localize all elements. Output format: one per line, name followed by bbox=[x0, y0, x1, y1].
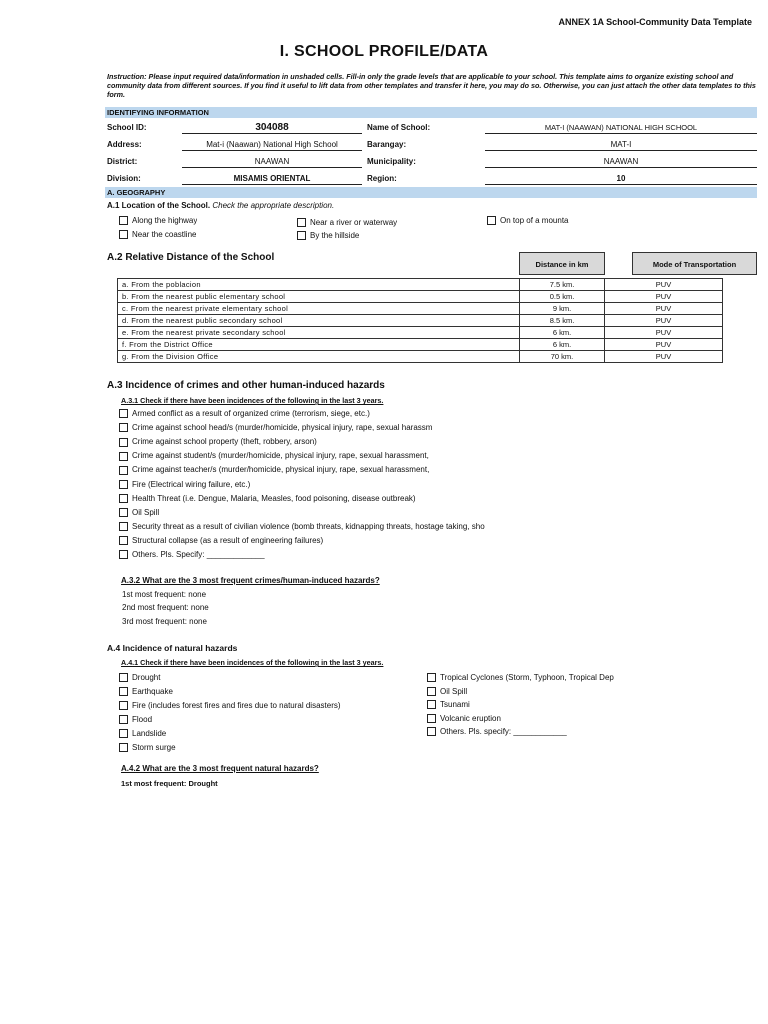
natural-frequency-title: A.4.2 What are the 3 most frequent natural hazards? bbox=[121, 764, 319, 773]
school-name-field[interactable]: MAT-I (NAAWAN) NATIONAL HIGH SCHOOL bbox=[485, 122, 757, 134]
checkbox[interactable] bbox=[427, 700, 436, 709]
distance-row bbox=[118, 327, 723, 339]
checkbox[interactable] bbox=[119, 480, 128, 489]
hazard-option[interactable] bbox=[119, 550, 514, 559]
natural-first-frequent[interactable]: 1st most frequent: Drought bbox=[121, 779, 218, 788]
option-label: Drought bbox=[132, 673, 161, 682]
division-field[interactable]: MISAMIS ORIENTAL bbox=[182, 173, 362, 185]
option-label: Fire (Electrical wiring failure, etc.) bbox=[132, 479, 251, 489]
transport-mode-cell[interactable]: PUV bbox=[605, 303, 723, 315]
hazard-option[interactable] bbox=[119, 715, 409, 724]
transport-mode-cell[interactable]: PUV bbox=[605, 327, 723, 339]
option-label: Others. Pls. Specify: _____________ bbox=[132, 550, 265, 559]
annex-label: ANNEX 1A School-Community Data Template bbox=[558, 17, 752, 27]
checkbox[interactable] bbox=[119, 673, 128, 682]
checkbox[interactable] bbox=[119, 508, 128, 517]
hazard-option[interactable] bbox=[119, 451, 514, 460]
distance-km-cell[interactable]: 7.5 km. bbox=[520, 279, 605, 291]
checkbox[interactable] bbox=[119, 550, 128, 559]
checkbox[interactable] bbox=[119, 729, 128, 738]
transport-mode-cell[interactable]: PUV bbox=[605, 339, 723, 351]
option-label: Along the highway bbox=[132, 216, 198, 225]
crimes-first-frequent[interactable]: 1st most frequent: none bbox=[122, 590, 207, 599]
hazard-option[interactable] bbox=[427, 714, 655, 723]
checkbox[interactable] bbox=[119, 466, 128, 475]
natural-check-label: A.4.1 Check if there have been incidences of the following in the last 3 years. bbox=[121, 658, 384, 667]
district-label: District: bbox=[107, 157, 138, 166]
region-field[interactable]: 10 bbox=[485, 173, 757, 185]
checkbox[interactable] bbox=[119, 409, 128, 418]
hazard-option[interactable] bbox=[119, 508, 514, 517]
school-id-field[interactable]: 304088 bbox=[182, 122, 362, 134]
instruction-text: Instruction: Please input required data/information in unshaded cells. Fill-in only the grade levels that are applicable to your school. This template aims to organize existing school and community data from different sources. If you find it useful to lift data from other templates and transfer it here, you may do so. Otherwise, you can just attach the other data templates to this form. bbox=[107, 72, 756, 99]
location-option-mountain[interactable] bbox=[487, 216, 590, 225]
mode-column-header: Mode of Transportation bbox=[632, 252, 757, 275]
option-label: Others. Pls. specify: ____________ bbox=[440, 727, 567, 736]
distance-km-cell[interactable]: 9 km. bbox=[520, 303, 605, 315]
distance-km-cell[interactable]: 6 km. bbox=[520, 339, 605, 351]
district-field[interactable]: NAAWAN bbox=[182, 156, 362, 168]
checkbox[interactable] bbox=[119, 494, 128, 503]
hazard-option[interactable] bbox=[427, 727, 655, 736]
location-option-highway[interactable] bbox=[119, 216, 197, 225]
option-label: Crime against school property (theft, robbery, arson) bbox=[132, 437, 317, 447]
checkbox[interactable] bbox=[119, 438, 128, 447]
a1-label: A.1 Location of the School. bbox=[107, 201, 211, 210]
distance-title: A.2 Relative Distance of the School bbox=[107, 252, 275, 263]
option-label: Tsunami bbox=[440, 700, 470, 709]
region-label: Region: bbox=[367, 174, 397, 183]
option-label: Storm surge bbox=[132, 743, 176, 752]
page-title: I. SCHOOL PROFILE/DATA bbox=[279, 43, 489, 60]
hazard-option[interactable] bbox=[119, 465, 514, 474]
checkbox[interactable] bbox=[297, 218, 306, 227]
school-id-label: School ID: bbox=[107, 123, 147, 132]
geography-band: A. GEOGRAPHY bbox=[105, 187, 757, 198]
hazard-option[interactable] bbox=[119, 494, 514, 503]
natural-title: A.4 Incidence of natural hazards bbox=[107, 643, 238, 653]
option-label: Earthquake bbox=[132, 687, 173, 696]
checkbox[interactable] bbox=[119, 230, 128, 239]
a1-heading bbox=[107, 201, 334, 210]
distance-label-cell: a. From the poblacion bbox=[118, 279, 520, 291]
checkbox[interactable] bbox=[487, 216, 496, 225]
distance-km-cell[interactable]: 70 km. bbox=[520, 351, 605, 363]
option-label: Volcanic eruption bbox=[440, 713, 501, 723]
hazard-option[interactable] bbox=[119, 409, 514, 418]
checkbox[interactable] bbox=[297, 231, 306, 240]
option-label: Oil Spill bbox=[132, 507, 160, 517]
option-label: Oil Spill bbox=[440, 686, 468, 696]
hazard-option[interactable] bbox=[427, 700, 655, 709]
option-label: Health Threat (i.e. Dengue, Malaria, Measles, food poisoning, disease outbreak) bbox=[132, 493, 416, 503]
option-label: Tropical Cyclones (Storm, Typhoon, Tropical Dep bbox=[440, 673, 614, 682]
distance-row bbox=[118, 351, 723, 363]
checkbox[interactable] bbox=[427, 714, 436, 723]
option-label: Crime against teacher/s (murder/homicide, physical injury, rape, sexual harassment, bbox=[132, 465, 430, 475]
distance-label-cell: g. From the Division Office bbox=[118, 351, 520, 363]
option-label: Near a river or waterway bbox=[310, 218, 398, 227]
hazard-option[interactable] bbox=[119, 423, 514, 432]
hazard-option[interactable] bbox=[119, 673, 409, 682]
hazard-option[interactable] bbox=[119, 729, 409, 738]
distance-table bbox=[117, 278, 723, 363]
hazard-option[interactable] bbox=[119, 743, 409, 752]
checkbox[interactable] bbox=[119, 452, 128, 461]
crimes-third-frequent[interactable]: 3rd most frequent: none bbox=[122, 617, 207, 626]
checkbox[interactable] bbox=[119, 423, 128, 432]
location-option-coastline[interactable] bbox=[119, 230, 196, 239]
checkbox[interactable] bbox=[119, 216, 128, 225]
crimes-frequency-title: A.3.2 What are the 3 most frequent crimes/human-induced hazards? bbox=[121, 576, 380, 585]
distance-row bbox=[118, 291, 723, 303]
checkbox[interactable] bbox=[427, 673, 436, 682]
crimes-second-frequent[interactable]: 2nd most frequent: none bbox=[122, 603, 209, 612]
checkbox[interactable] bbox=[427, 687, 436, 696]
distance-row bbox=[118, 303, 723, 315]
checkbox[interactable] bbox=[119, 522, 128, 531]
address-field[interactable]: Mat-i (Naawan) National High School bbox=[182, 139, 362, 151]
distance-label-cell: c. From the nearest private elementary school bbox=[118, 303, 520, 315]
distance-row bbox=[118, 315, 723, 327]
hazard-option[interactable] bbox=[119, 536, 514, 545]
location-option-river[interactable] bbox=[297, 218, 397, 227]
distance-label-cell: d. From the nearest public secondary school bbox=[118, 315, 520, 327]
crimes-check-label: A.3.1 Check if there have been incidences of the following in the last 3 years. bbox=[121, 396, 384, 405]
checkbox[interactable] bbox=[119, 715, 128, 724]
option-label: Structural collapse (as a result of engineering failures) bbox=[132, 535, 324, 545]
option-label: Security threat as a result of civilian violence (bomb threats, kidnapping threats, hostage taking, sho bbox=[132, 521, 485, 531]
option-label: Crime against school head/s (murder/homicide, physical injury, rape, sexual harassm bbox=[132, 423, 433, 433]
option-label: Crime against student/s (murder/homicide, physical injury, rape, sexual harassment, bbox=[132, 451, 429, 461]
checkbox[interactable] bbox=[119, 687, 128, 696]
school-name-label: Name of School: bbox=[367, 123, 431, 132]
barangay-field[interactable]: MAT-I bbox=[485, 139, 757, 151]
distance-row bbox=[118, 339, 723, 351]
location-option-hillside[interactable] bbox=[297, 231, 359, 240]
identifying-band: IDENTIFYING INFORMATION bbox=[105, 107, 757, 118]
checkbox[interactable] bbox=[119, 701, 128, 710]
transport-mode-cell[interactable]: PUV bbox=[605, 291, 723, 303]
checkbox[interactable] bbox=[119, 743, 128, 752]
distance-label-cell: f. From the District Office bbox=[118, 339, 520, 351]
a1-hint: Check the appropriate description. bbox=[212, 201, 335, 210]
crimes-title: A.3 Incidence of crimes and other human-induced hazards bbox=[107, 380, 385, 391]
option-label: Fire (includes forest fires and fires due to natural disasters) bbox=[132, 701, 341, 710]
distance-label-cell: b. From the nearest public elementary school bbox=[118, 291, 520, 303]
distance-row bbox=[118, 279, 723, 291]
municipality-field[interactable]: NAAWAN bbox=[485, 156, 757, 168]
option-label: Flood bbox=[132, 715, 153, 724]
distance-label-cell: e. From the nearest private secondary school bbox=[118, 327, 520, 339]
option-label: By the hillside bbox=[310, 231, 360, 240]
option-label: Near the coastline bbox=[132, 230, 197, 239]
municipality-label: Municipality: bbox=[367, 157, 416, 166]
hazard-option[interactable] bbox=[119, 701, 409, 710]
distance-km-cell[interactable]: 8.5 km. bbox=[520, 315, 605, 327]
checkbox[interactable] bbox=[427, 727, 436, 736]
address-label: Address: bbox=[107, 140, 142, 149]
option-label: Armed conflict as a result of organized crime (terrorism, siege, etc.) bbox=[132, 409, 370, 418]
transport-mode-cell[interactable]: PUV bbox=[605, 351, 723, 363]
transport-mode-cell[interactable]: PUV bbox=[605, 279, 723, 291]
hazard-option[interactable] bbox=[427, 687, 655, 696]
barangay-label: Barangay: bbox=[367, 140, 407, 149]
hazard-option[interactable] bbox=[119, 522, 514, 531]
option-label: Landslide bbox=[132, 729, 167, 738]
transport-mode-cell[interactable]: PUV bbox=[605, 315, 723, 327]
hazard-option[interactable] bbox=[119, 480, 514, 489]
distance-column-header: Distance in km bbox=[519, 252, 605, 275]
hazard-option[interactable] bbox=[119, 687, 409, 696]
distance-km-cell[interactable]: 0.5 km. bbox=[520, 291, 605, 303]
hazard-option[interactable] bbox=[119, 437, 514, 446]
option-label: On top of a mounta bbox=[500, 216, 569, 225]
distance-km-cell[interactable]: 6 km. bbox=[520, 327, 605, 339]
checkbox[interactable] bbox=[119, 536, 128, 545]
hazard-option[interactable] bbox=[427, 673, 655, 682]
division-label: Division: bbox=[107, 174, 141, 183]
